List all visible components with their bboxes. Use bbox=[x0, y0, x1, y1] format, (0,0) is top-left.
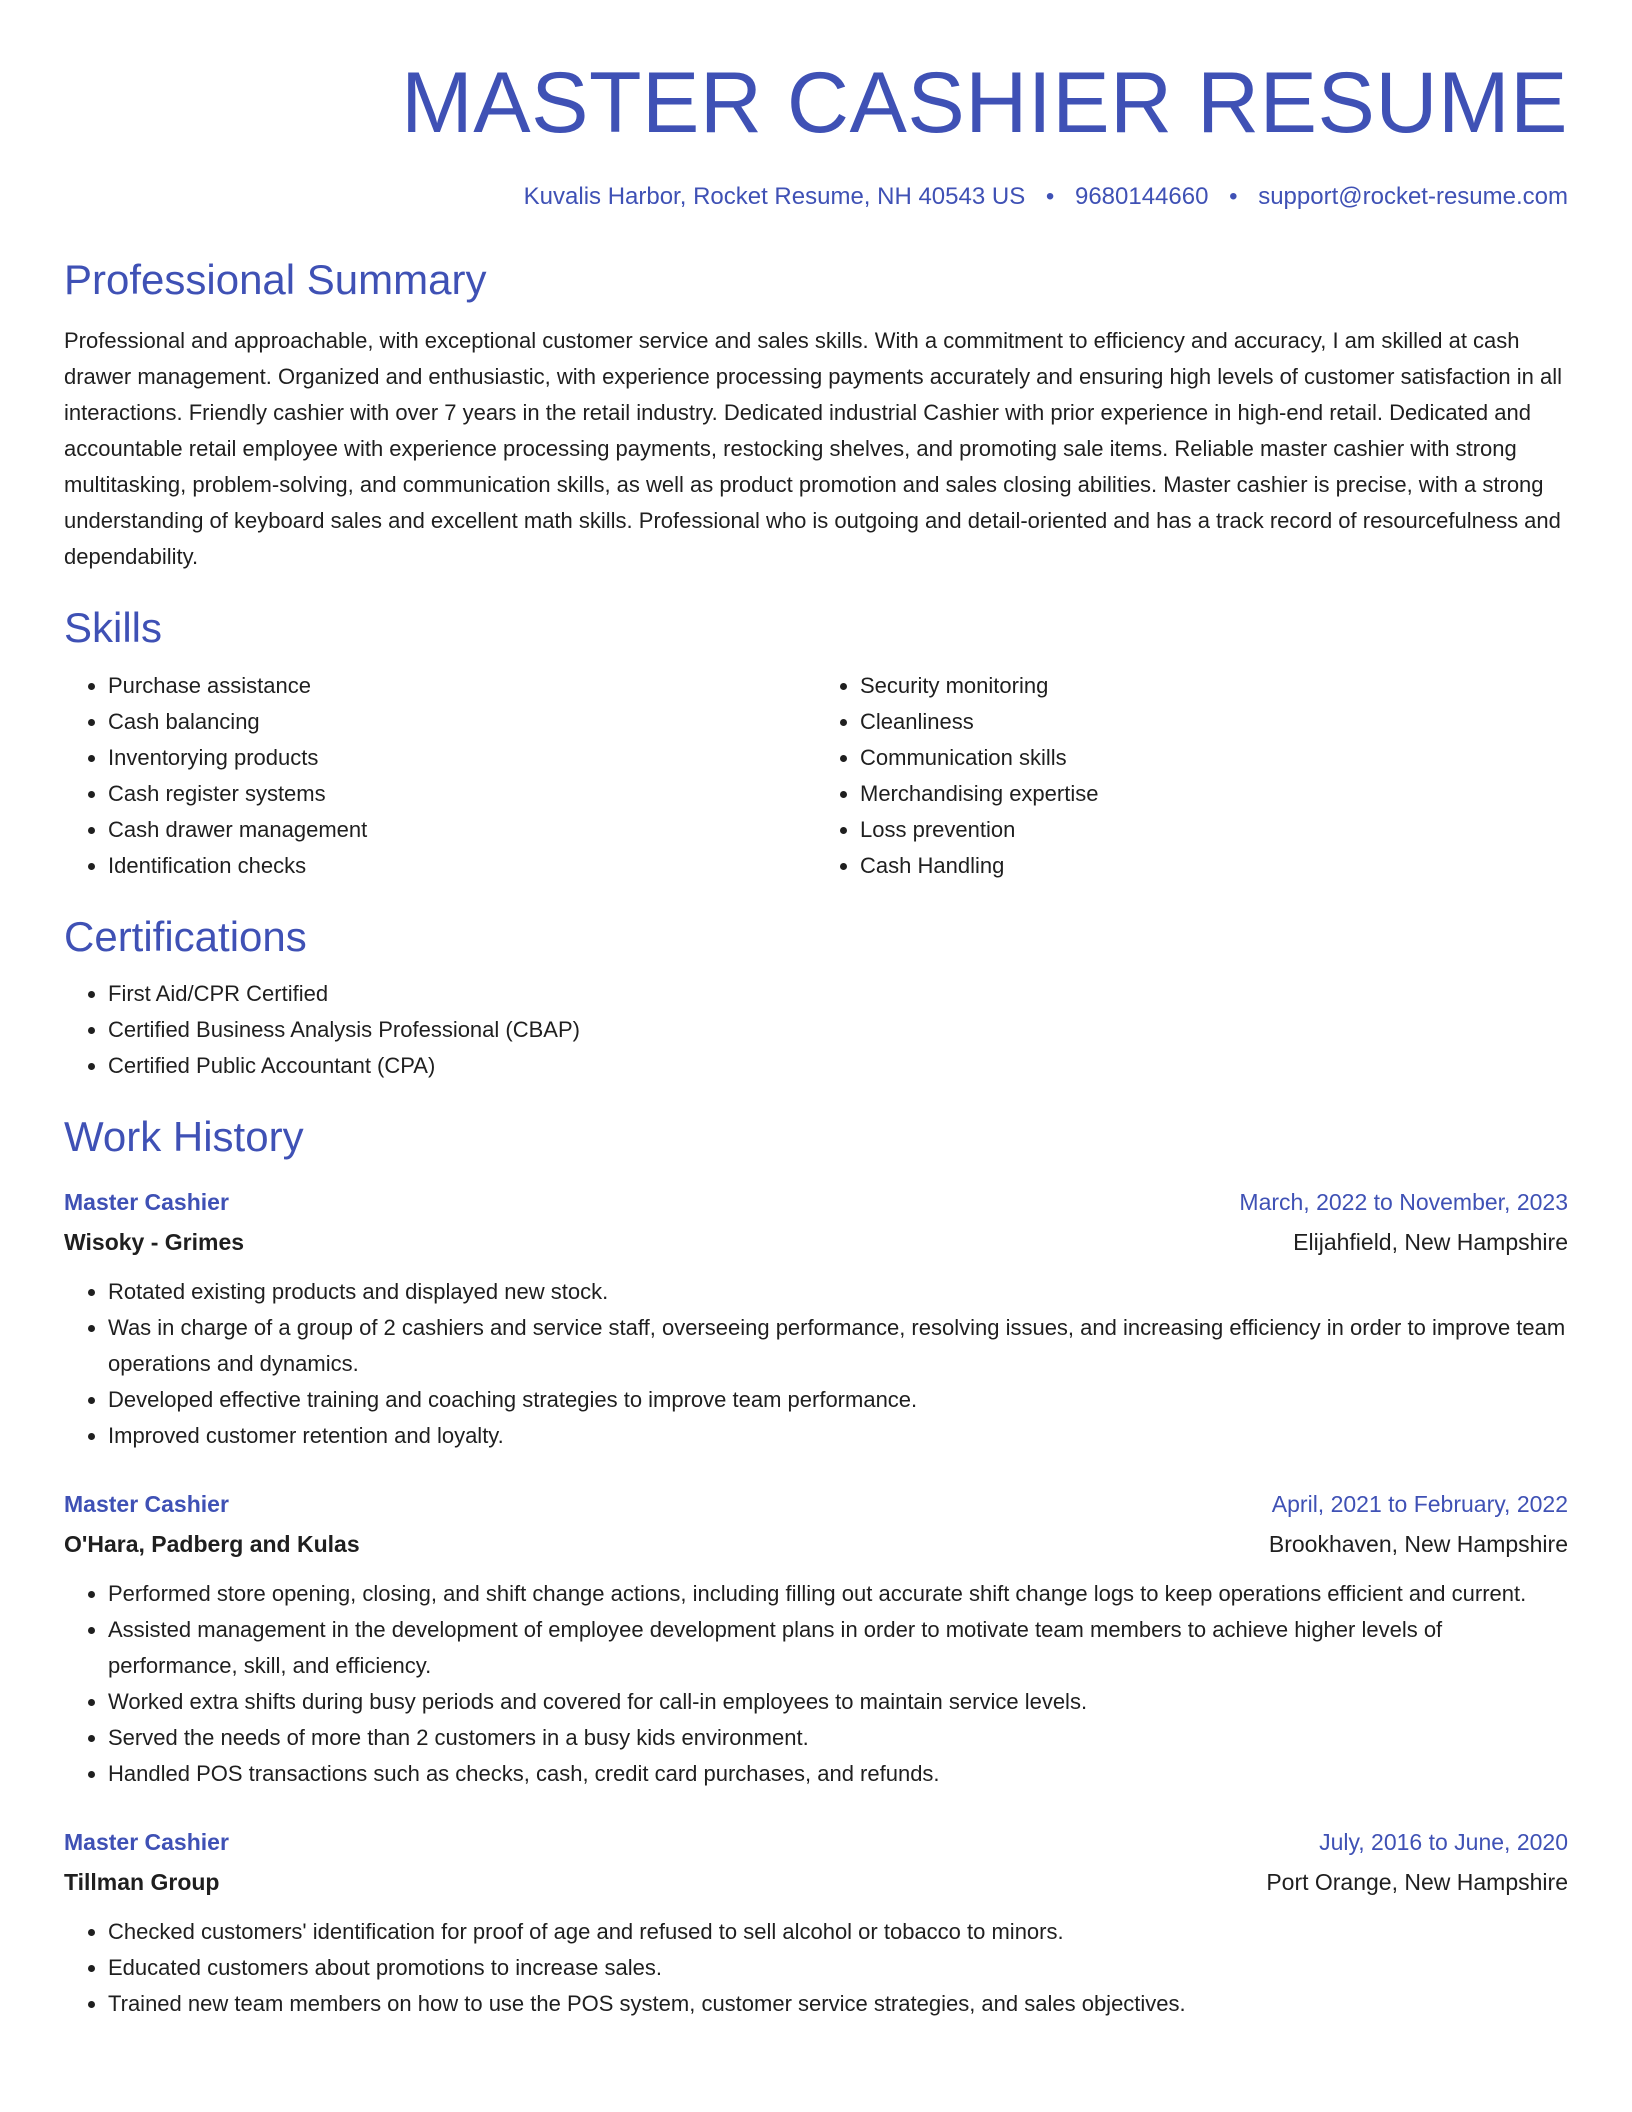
skill-item: • Identification checks bbox=[108, 848, 816, 884]
job-title: Master Cashier bbox=[64, 1189, 229, 1216]
job-bullet: • Educated customers about promotions to increase sales. bbox=[108, 1950, 1568, 1986]
contact-separator: • bbox=[1045, 182, 1055, 210]
skill-item: • Cleanliness bbox=[860, 704, 1568, 740]
job-bullet: • Worked extra shifts during busy periods and covered for call-in employees to maintain service levels. bbox=[108, 1684, 1568, 1720]
work-history-heading: Work History bbox=[64, 1113, 304, 1161]
job-entry bbox=[64, 1484, 1568, 1792]
certification-item: • First Aid/CPR Certified bbox=[108, 976, 1568, 1012]
job-title-row bbox=[64, 1484, 1568, 1524]
job-company: O'Hara, Padberg and Kulas bbox=[64, 1531, 360, 1558]
certification-item: • Certified Public Accountant (CPA) bbox=[108, 1048, 1568, 1084]
job-bullet: • Improved customer retention and loyalty. bbox=[108, 1418, 1568, 1454]
job-location: Brookhaven, New Hampshire bbox=[1268, 1531, 1568, 1558]
job-company-row bbox=[64, 1222, 1568, 1262]
work-history-section bbox=[64, 1112, 1568, 2022]
skills-grid bbox=[64, 668, 1568, 884]
summary-text: Professional and approachable, with exceptional customer service and sales skills. With a commitment to efficiency and accuracy, I am skilled at cash drawer management. Organized and enthusiastic, with experience processing payments accurately and ensuring high levels of customer satisfaction in all interactions. Friendly cashier with over 7 years in the retail industry. Dedicated industrial Cashier with prior experience in high-end retail. Dedicated and accountable retail employee with experience processing payments, restocking shelves, and promoting sale items. Reliable master cashier with strong multitasking, problem-solving, and communication skills, as well as product promotion and sales closing abilities. Master cashier is precise, with a strong understanding of keyboard sales and excellent math skills. Professional who is outgoing and detail-oriented and has a track record of resourcefulness and dependability. bbox=[64, 328, 1563, 570]
contact-email: support@rocket-resume.com bbox=[1258, 182, 1568, 210]
job-bullet: • Served the needs of more than 2 customers in a busy kids environment. bbox=[108, 1720, 1568, 1756]
contact-separator: • bbox=[1229, 182, 1238, 210]
job-company: Tillman Group bbox=[64, 1869, 220, 1896]
job-bullet: • Handled POS transactions such as checks, cash, credit card purchases, and refunds. bbox=[108, 1756, 1568, 1792]
job-bullet: • Was in charge of a group of 2 cashiers and service staff, overseeing performance, resolving issues, and increasing efficiency in order to improve team operations and dynamics. bbox=[108, 1310, 1568, 1382]
skill-item: • Inventorying products bbox=[108, 740, 816, 776]
job-dates: March, 2022 to November, 2023 bbox=[1239, 1189, 1568, 1216]
job-title-row bbox=[64, 1822, 1568, 1862]
skill-item: • Purchase assistance bbox=[108, 668, 816, 704]
skill-item: • Cash register systems bbox=[108, 776, 816, 812]
contact-line bbox=[64, 183, 1568, 211]
skill-item: • Cash balancing bbox=[108, 704, 816, 740]
resume-header bbox=[64, 0, 1568, 211]
job-company: Wisoky - Grimes bbox=[64, 1229, 245, 1256]
job-location: Port Orange, New Hampshire bbox=[1266, 1869, 1568, 1896]
job-bullet: • Assisted management in the development of employee development plans in order to motivate team members to achieve higher levels of performance, skill, and efficiency. bbox=[108, 1612, 1568, 1684]
job-title-row bbox=[64, 1182, 1568, 1222]
contact-phone: 9680144660 bbox=[1074, 182, 1209, 210]
resume-title: MASTER CASHIER RESUME bbox=[401, 55, 1568, 151]
job-location: Elijahfield, New Hampshire bbox=[1293, 1229, 1568, 1256]
job-bullet: • Checked customers' identification for proof of age and refused to sell alcohol or tobacco to minors. bbox=[108, 1914, 1568, 1950]
certifications-section bbox=[64, 912, 1568, 1084]
job-bullets bbox=[64, 1274, 1568, 1454]
job-company-row bbox=[64, 1862, 1568, 1902]
certifications-heading: Certifications bbox=[64, 912, 307, 960]
job-entry bbox=[64, 1182, 1568, 1454]
skills-section bbox=[64, 603, 1568, 883]
job-dates: July, 2016 to June, 2020 bbox=[1319, 1829, 1568, 1856]
job-bullet: • Developed effective training and coaching strategies to improve team performance. bbox=[108, 1382, 1568, 1418]
contact-address: Kuvalis Harbor, Rocket Resume, NH 40543 US bbox=[523, 182, 1026, 210]
skills-list-right bbox=[816, 668, 1568, 884]
job-bullets bbox=[64, 1914, 1568, 2022]
skills-heading: Skills bbox=[64, 604, 163, 652]
job-title: Master Cashier bbox=[64, 1829, 229, 1856]
summary-heading: Professional Summary bbox=[64, 255, 487, 303]
skill-item: • Cash Handling bbox=[860, 848, 1568, 884]
skill-item: • Loss prevention bbox=[860, 812, 1568, 848]
certification-item: • Certified Business Analysis Professional (CBAP) bbox=[108, 1012, 1568, 1048]
job-bullets bbox=[64, 1576, 1568, 1792]
skill-item: • Merchandising expertise bbox=[860, 776, 1568, 812]
skills-list-left bbox=[64, 668, 816, 884]
summary-section bbox=[64, 255, 1568, 575]
job-bullet: • Performed store opening, closing, and shift change actions, including filling out accurate shift change logs to keep operations efficient and current. bbox=[108, 1576, 1568, 1612]
skill-item: • Communication skills bbox=[860, 740, 1568, 776]
job-bullet: • Trained new team members on how to use the POS system, customer service strategies, and sales objectives. bbox=[108, 1986, 1568, 2022]
skill-item: • Security monitoring bbox=[860, 668, 1568, 704]
job-title: Master Cashier bbox=[64, 1491, 229, 1518]
job-company-row bbox=[64, 1524, 1568, 1564]
job-entry bbox=[64, 1822, 1568, 2022]
certifications-list bbox=[64, 976, 1568, 1084]
job-dates: April, 2021 to February, 2022 bbox=[1271, 1491, 1568, 1518]
skill-item: • Cash drawer management bbox=[108, 812, 816, 848]
job-bullet: • Rotated existing products and displayed new stock. bbox=[108, 1274, 1568, 1310]
